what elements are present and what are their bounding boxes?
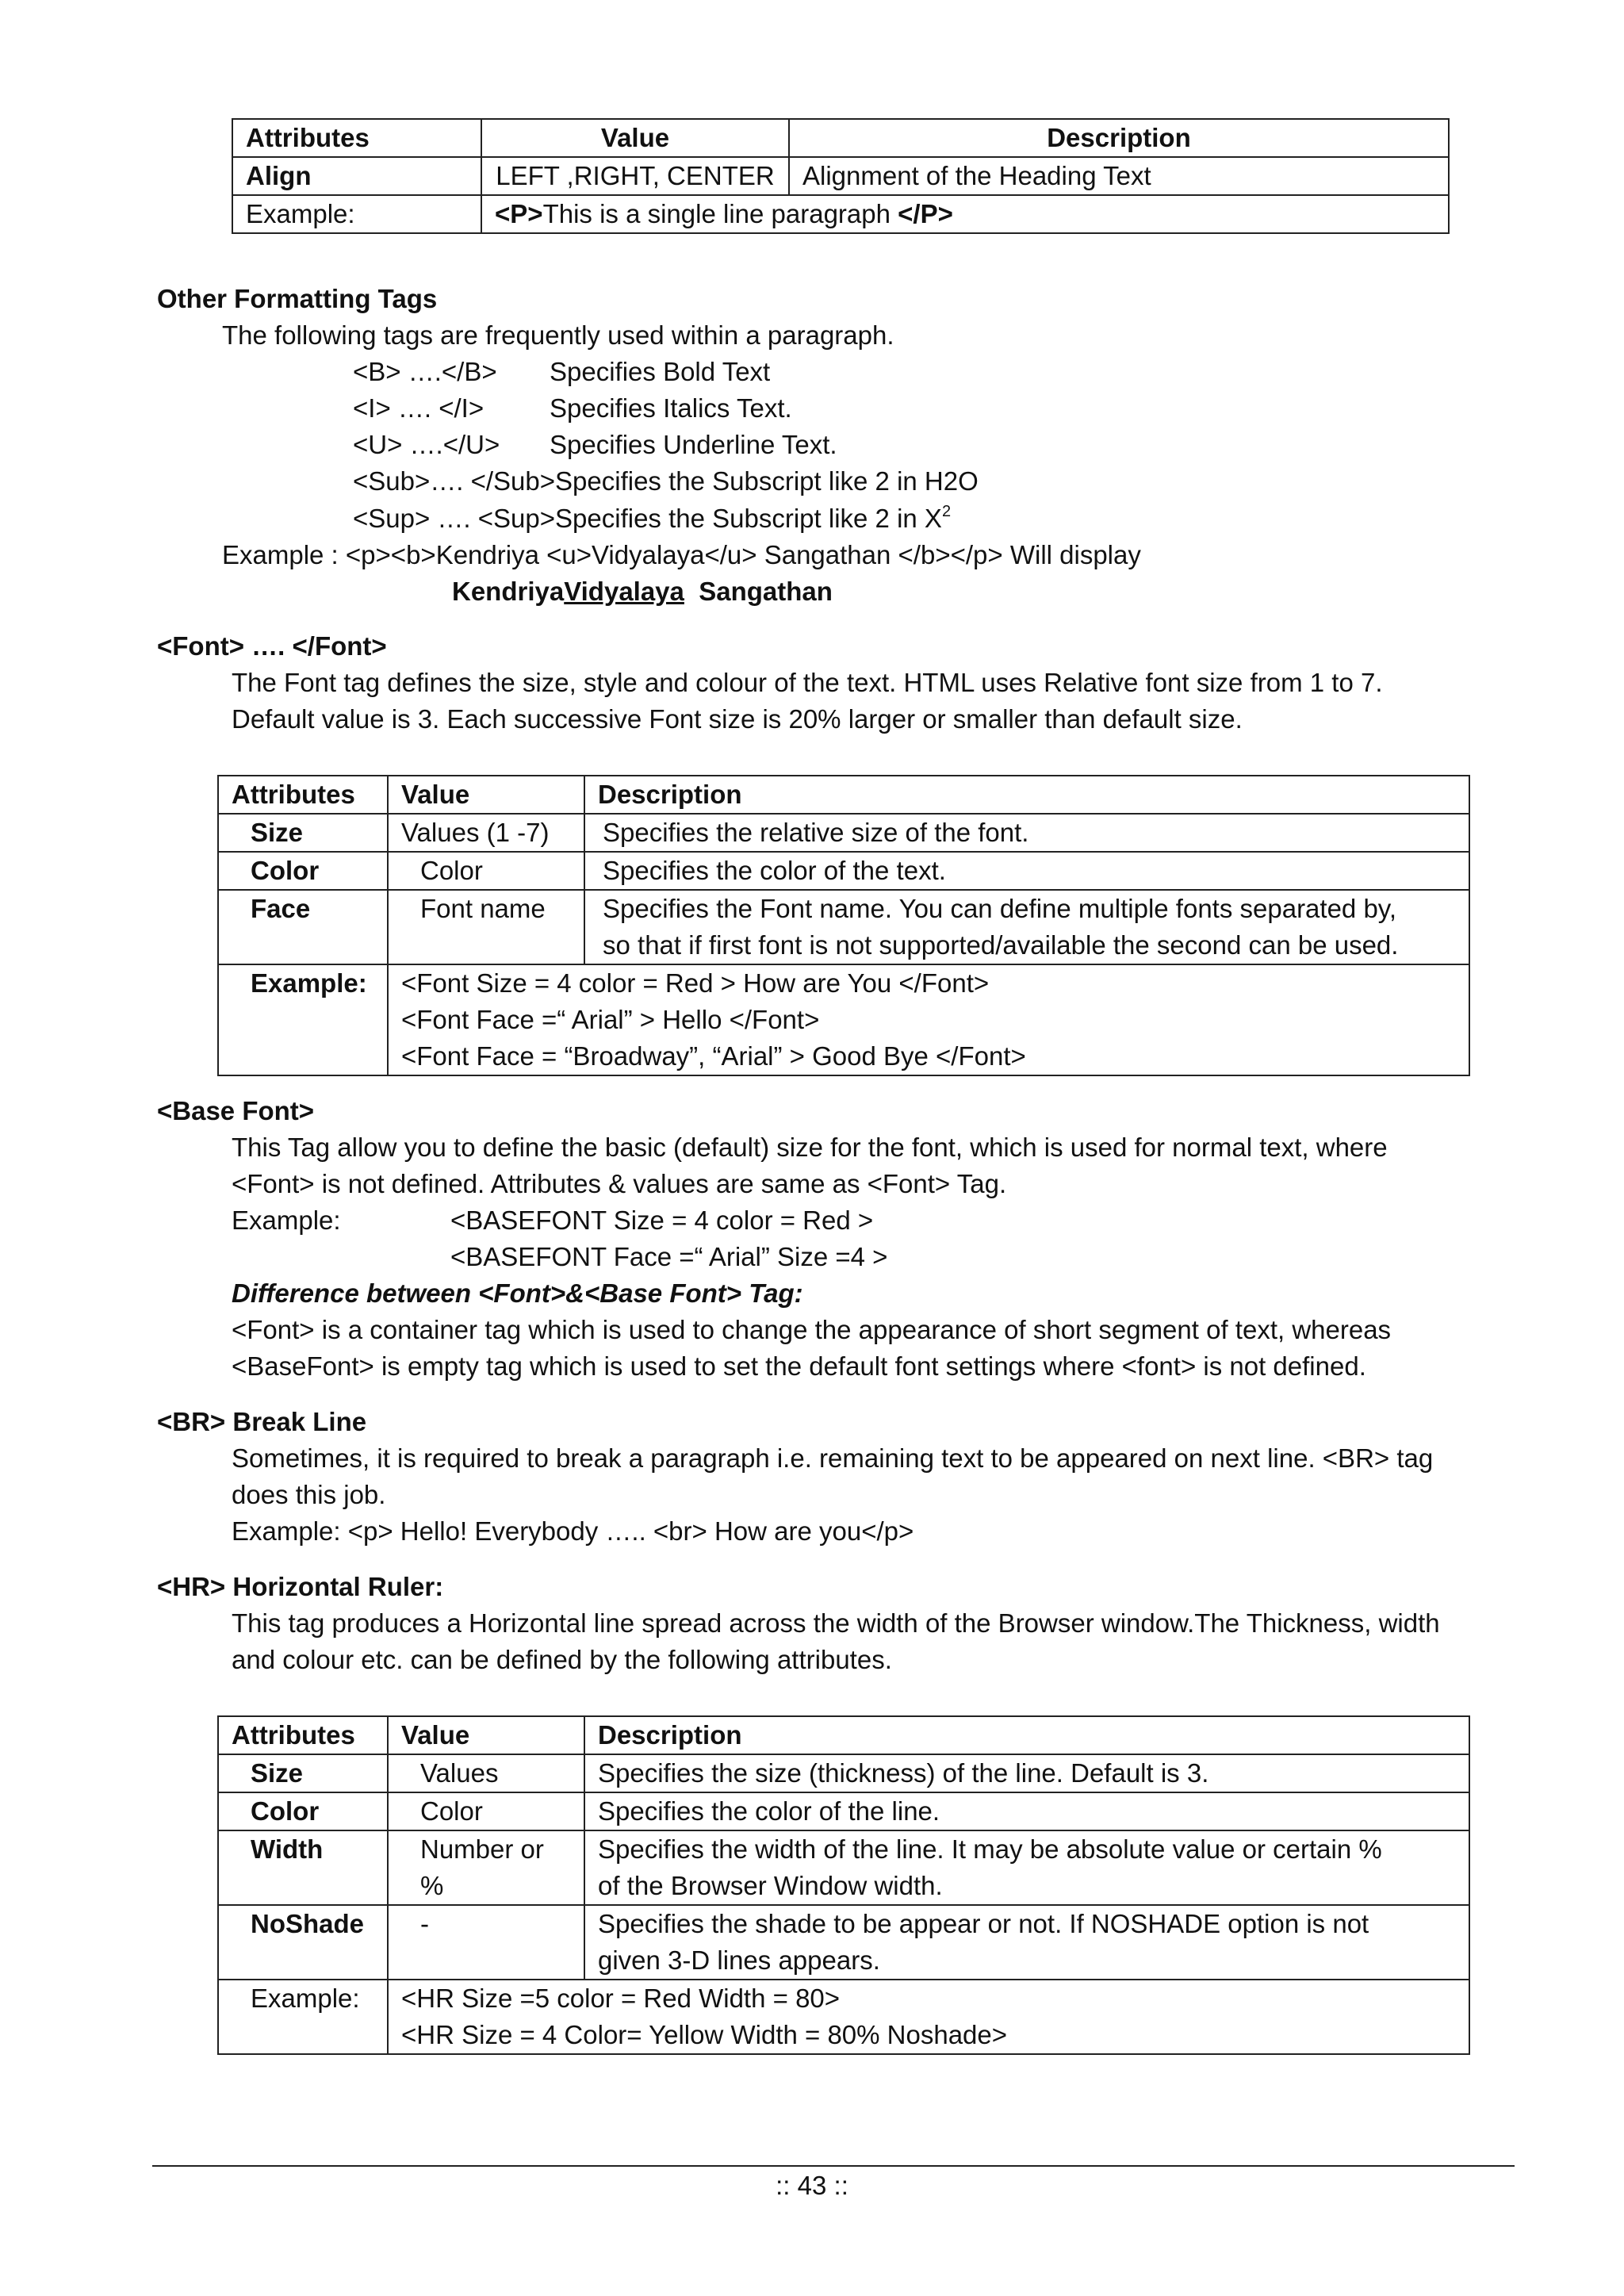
desc-cell [584,1830,1469,1905]
display-vidyalaya: Vidyalaya [564,577,684,606]
formatting-example: Example : <p><b>Kendriya <u>Vidyalaya</u> Sangathan </b></p> Will display [222,540,1141,569]
tag-sup-line [353,500,951,537]
attr-cell: Size [218,814,388,852]
value-line: Number or [420,1834,544,1864]
attr-cell: Width [218,1830,388,1905]
tag-underline-desc: Specifies Underline Text. [550,430,837,459]
example-cell [481,195,1449,233]
tag-italic-desc: Specifies Italics Text. [550,393,792,423]
example-label: Example: [232,195,481,233]
other-formatting-heading: Other Formatting Tags [157,284,438,313]
superscript-mark: 2 [941,503,952,520]
example-line: <Font Face = “Broadway”, “Arial” > Good Bye </Font> [401,1041,1026,1071]
basefont-heading: <Base Font> [157,1096,315,1125]
desc-cell: Specifies the color of the line. [584,1792,1469,1830]
table-header-row [232,119,1449,157]
font-para-2: Default value is 3. Each successive Font size is 20% larger or smaller than default size. [232,704,1243,734]
br-example: Example: <p> Hello! Everybody ….. <br> How are you</p> [232,1516,914,1546]
br-para-2: does this job. [232,1480,386,1509]
difference-heading: Difference between <Font>&<Base Font> Tag: [232,1278,803,1308]
table-header-row [218,776,1469,814]
desc-cell [584,1905,1469,1980]
value-cell [388,1830,584,1905]
paragraph-attributes-table [232,118,1450,234]
header-description: Description [584,776,1469,814]
table-row [218,890,1469,964]
tag-sup-text: <Sup> …. <Sup>Specifies the Subscript like 2 in X [353,504,942,533]
attr-cell: Size [218,1754,388,1792]
hr-heading: <HR> Horizontal Ruler: [157,1572,444,1601]
desc-line: so that if first font is not supported/available the second can be used. [603,930,1399,960]
example-label: Example: [218,964,388,1075]
desc-line: Specifies the shade to be appear or not. If NOSHADE option is not [598,1909,1369,1938]
table-header-row [218,1716,1469,1754]
hr-para-1: This tag produces a Horizontal line spread across the width of the Browser window.The Thickness, width [232,1608,1440,1638]
desc-cell: Alignment of the Heading Text [789,157,1449,195]
font-para-1: The Font tag defines the size, style and colour of the text. HTML uses Relative font size from 1 to 7. [232,668,1383,697]
footer-divider [152,2165,1515,2167]
table-row [232,157,1449,195]
desc-line: Specifies the Font name. You can define multiple fonts separated by, [603,894,1397,923]
tag-sub-line: <Sub>…. </Sub>Specifies the Subscript like 2 in H2O [353,466,979,496]
example-line: <Font Size = 4 color = Red > How are You </Font> [401,968,990,998]
value-line: % [420,1871,444,1900]
table-row [218,1754,1469,1792]
difference-line-2: <BaseFont> is empty tag which is used to set the default font settings where <font> is not defined. [232,1351,1366,1381]
table-row [218,1905,1469,1980]
example-row [232,195,1449,233]
basefont-example-1: <BASEFONT Size = 4 color = Red > [450,1205,874,1235]
desc-cell [584,890,1469,964]
hr-attributes-table [217,1715,1470,2055]
header-description: Description [584,1716,1469,1754]
example-row [218,964,1469,1075]
br-para-1: Sometimes, it is required to break a paragraph i.e. remaining text to be appeared on next line. <BR> tag [232,1443,1434,1473]
desc-line: of the Browser Window width. [598,1871,943,1900]
header-attributes: Attributes [218,1716,388,1754]
basefont-example-label: Example: [232,1205,341,1235]
value-cell: - [388,1905,584,1980]
basefont-example-2: <BASEFONT Face =“ Arial” Size =4 > [450,1242,888,1271]
font-heading: <Font> …. </Font> [157,631,387,661]
display-sangathan: Sangathan [684,577,833,606]
value-cell: LEFT ,RIGHT, CENTER [481,157,789,195]
attr-cell: Color [218,1792,388,1830]
header-value: Value [388,776,584,814]
basefont-para-2: <Font> is not defined. Attributes & values are same as <Font> Tag. [232,1169,1007,1198]
formatting-display [452,573,833,610]
value-cell: Values (1 -7) [388,814,584,852]
tag-underline: <U> ….</U> [353,430,500,459]
tag-bold-desc: Specifies Bold Text [550,357,771,386]
desc-cell: Specifies the color of the text. [584,852,1469,890]
value-cell: Color [388,852,584,890]
desc-line: given 3-D lines appears. [598,1945,880,1975]
display-kendriya: Kendriya [452,577,565,606]
example-tag-open: <P> [495,199,543,228]
example-line: <Font Face =“ Arial” > Hello </Font> [401,1005,820,1034]
br-heading: <BR> Break Line [157,1407,367,1436]
table-row [218,852,1469,890]
other-formatting-intro: The following tags are frequently used within a paragraph. [222,320,894,350]
table-row [218,814,1469,852]
table-row [218,1830,1469,1905]
font-attributes-table [217,775,1470,1076]
value-cell: Color [388,1792,584,1830]
hr-para-2: and colour etc. can be defined by the following attributes. [232,1645,892,1674]
example-tag-close: </P> [898,199,953,228]
header-value: Value [388,1716,584,1754]
example-row [218,1980,1469,2054]
attr-cell: NoShade [218,1905,388,1980]
example-line: <HR Size =5 color = Red Width = 80> [401,1984,841,2013]
desc-cell: Specifies the size (thickness) of the line. Default is 3. [584,1754,1469,1792]
desc-cell: Specifies the relative size of the font. [584,814,1469,852]
desc-line: Specifies the width of the line. It may be absolute value or certain % [598,1834,1382,1864]
example-cell [388,964,1469,1075]
header-value: Value [481,119,789,157]
header-description: Description [789,119,1449,157]
basefont-para-1: This Tag allow you to define the basic (default) size for the font, which is used for normal text, where [232,1133,1388,1162]
example-label: Example: [218,1980,388,2054]
value-cell: Font name [388,890,584,964]
example-text: This is a single line paragraph [542,199,898,228]
attr-cell: Align [232,157,481,195]
page-number: :: 43 :: [776,2171,848,2200]
header-attributes: Attributes [232,119,481,157]
table-row [218,1792,1469,1830]
difference-line-1: <Font> is a container tag which is used to change the appearance of short segment of text, whereas [232,1315,1392,1344]
example-line: <HR Size = 4 Color= Yellow Width = 80% Noshade> [401,2020,1008,2049]
value-cell: Values [388,1754,584,1792]
tag-bold: <B> ….</B> [353,357,497,386]
header-attributes: Attributes [218,776,388,814]
example-cell [388,1980,1469,2054]
tag-italic: <I> …. </I> [353,393,485,423]
attr-cell: Face [218,890,388,964]
attr-cell: Color [218,852,388,890]
